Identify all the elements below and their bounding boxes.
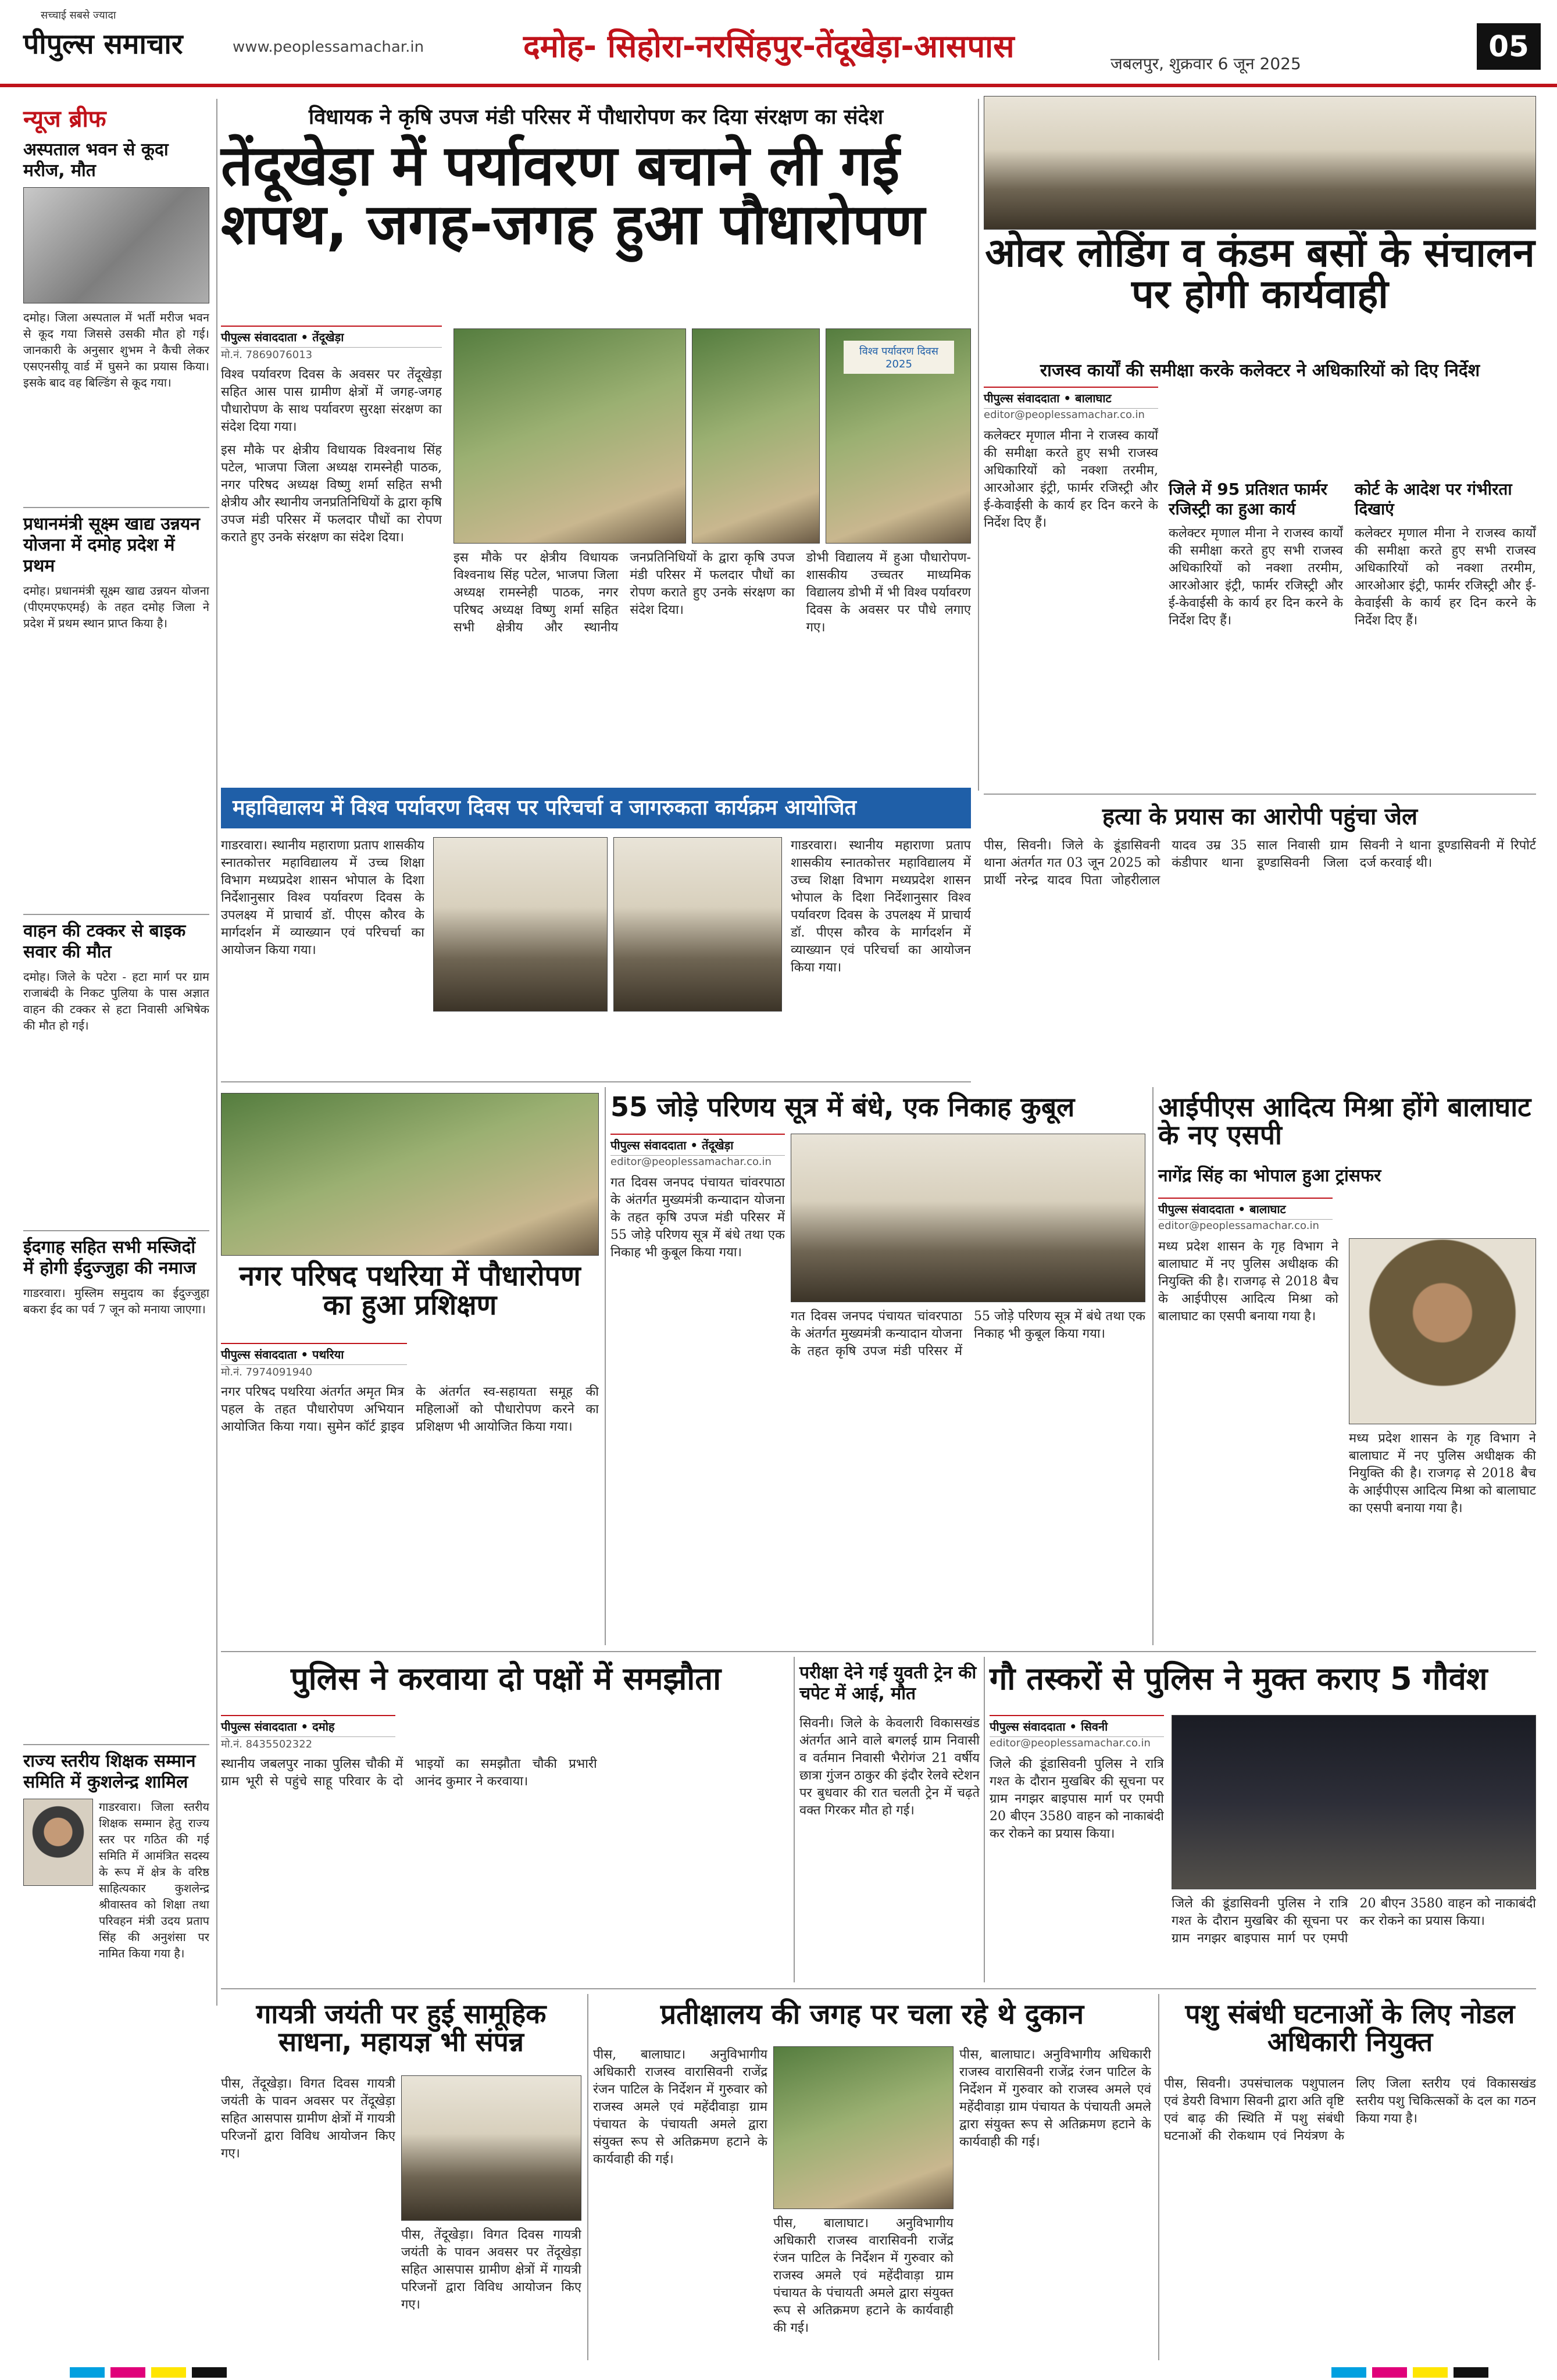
divider — [221, 1081, 971, 1082]
column-divider — [978, 99, 979, 791]
registration-mark-cyan — [70, 2367, 105, 2378]
cattle-text: जिले की डूंडासिवनी पुलिस ने रात्रि गश्त के दौरान मुखबिर की सूचना पर ग्राम नगझर बाइपास मार्ग पर एमपी 20 बीएन 3580 वाहन को नाकाबंदी कर रोकने का प्रयास किया। — [990, 1757, 1164, 1841]
lead-text-continued — [453, 549, 971, 770]
brief-text: दमोह। जिला अस्पताल में भर्ती मरीज भवन से कूद गया जिससे उसकी मौत हो गई। जानकारी के अनुसार शुभम ने कैची लेकर एसएनसीयू वार्ड में घुसने का प्रयास किया। इसके बाद वह बिल्डिंग से कूद गया। — [23, 310, 209, 389]
marriage-byline-block — [610, 1134, 785, 1168]
jail-text: पीस, सिवनी। जिले के डूंडासिवनी थाना अंतर्गत गत 03 जून 2025 को प्रार्थी नरेन्द्र यादव पिता जोहरीलाल यादव उम्र 35 साल निवासी ग्राम कंडीपार थाना डूण्डासिवनी जिला सिवनी ने थाना डूण्डासिवनी में रिपोर्ट दर्ज करवाई थी। — [984, 838, 1536, 888]
divider — [984, 794, 1536, 795]
lead-headline: तेंदूखेड़ा में पर्यावरण बचाने ली गई शपथ, जगह-जगह हुआ पौधारोपण — [221, 133, 925, 257]
pathariya-photo — [221, 1093, 599, 1256]
news-brief-label: न्यूज ब्रीफ — [23, 106, 106, 133]
registration-mark-cyan — [1331, 2367, 1366, 2378]
marriage-text: गत दिवस जनपद पंचायत चांवरपाठा के अंतर्गत मुख्यमंत्री कन्यादान योजना के तहत कृषि उपज मंडी परिसर में 55 जोड़े परिणय सूत्र में बंधे तथा एक निकाह भी कुबूल किया गया। — [791, 1309, 1145, 1359]
column-divider — [984, 1657, 985, 1982]
college-text: गाडरवारा। स्थानीय महाराणा प्रताप शासकीय स्नातकोत्तर महाविद्यालय में उच्च शिक्षा विभाग मध्यप्रदेश शासन भोपाल के दिशा निर्देशानुसार विश्व पर्यावरण दिवस के उपलक्ष्य में प्राचार्य डॉ. पीएस कौरव के मार्गदर्शन में व्याख्यान एवं परिचर्चा का आयोजन किया गया। — [791, 838, 971, 975]
sp-text: मध्य प्रदेश शासन के गृह विभाग ने बालाघाट में नए पुलिस अधीक्षक की नियुक्ति की है। राजगढ़ से 2018 बैच के आईपीएस आदित्य मिश्रा को बालाघाट का एसपी बनाया गया है। — [1158, 1239, 1338, 1324]
cattle-text: जिले की डूंडासिवनी पुलिस ने रात्रि गश्त के दौरान मुखबिर की सूचना पर ग्राम नगझर बाइपास मार्ग पर एमपी 20 बीएन 3580 वाहन को नाकाबंदी कर रोकने का प्रयास किया। — [1172, 1896, 1536, 1946]
collector-byline-block — [984, 387, 1158, 421]
police-headline: पुलिस ने करवाया दो पक्षों में समझौता — [290, 1660, 722, 1697]
lead-text — [221, 366, 442, 773]
lead-paragraph: इस मौके पर क्षेत्रीय विधायक विश्वनाथ सिंह पटेल, भाजपा जिला अध्यक्ष रामस्नेही पाठक, नगर परिषद अध्यक्ष विष्णु शर्मा सहित सभी क्षेत्रीय और स्थानीय जनप्रतिनिधियों के द्वारा कृषि उपज मंडी परिसर में फलदार पौधों का रोपण कराते हुए उनके संरक्षण का संदेश दिया। — [221, 443, 442, 545]
website-url[interactable]: www.peoplessamachar.in — [233, 38, 424, 56]
collector-text: कलेक्टर मृणाल मीना ने राजस्व कार्यों की समीक्षा करते हुए सभी राजस्व अधिकारियों को नक्शा तरमीम, आरओआर इंट्री, फार्मर रजिस्ट्री और ई-केवाईसी के कार्य हर दिन करने के निर्देश दिए हैं। — [1169, 526, 1343, 628]
cattle-byline-block — [990, 1715, 1164, 1749]
police-byline-block — [221, 1715, 395, 1751]
marriage-byline: पीपुल्स संवाददाता • तेंदूखेड़ा — [610, 1134, 785, 1156]
registration-mark-black — [1454, 2367, 1488, 2378]
cattle-email[interactable]: editor@peoplessamachar.co.in — [990, 1737, 1151, 1749]
lead-paragraph: विश्व पर्यावरण दिवस के अवसर पर तेंदूखेड़ा सहित आस पास ग्रामीण क्षेत्रों में जगह-जगह पौधारोपण के साथ पर्यावरण सुरक्षा संरक्षण का संदेश दिया गया। — [221, 367, 442, 434]
police-text: स्थानीय जबलपुर नाका पुलिस चौकी में ग्राम भूरी से पहुंचे साहू परिवार के दो भाइयों का समझौता चौकी प्रभारी आनंद कुमार ने करवाया। — [221, 1757, 597, 1789]
gayatri-photo — [401, 2075, 581, 2221]
page-number: 05 — [1477, 23, 1541, 70]
marriage-email[interactable]: editor@peoplessamachar.co.in — [610, 1156, 772, 1168]
pathariya-text: नगर परिषद पथरिया अंतर्गत अमृत मित्र पहल के तहत पौधारोपण अभियान आयोजित किया गया। सुमेन कॉर्ट ड्राइव के अंतर्गत स्व-सहायता समूह की महिलाओं को पौधारोपण करने का प्रशिक्षण भी आयोजित किया गया। — [221, 1385, 599, 1434]
train-text: सिवनी। जिले के केवलारी विकासखंड अंतर्गत आने वाले बगलई ग्राम निवासी व वर्तमान निवासी भैरोगंज 21 वर्षीय छात्रा गुंजन ठाकुर की इंदौर रेलवे स्टेशन पर बुधवार की रात चलती ट्रेन में चढ़ते वक्त गिरकर मौत हो गई। — [799, 1716, 980, 1818]
train-headline: परीक्षा देने गई युवती ट्रेन की चपेट में आई, मौत — [799, 1663, 977, 1704]
nodal-headline: पशु संबंधी घटनाओं के लिए नोडल अधिकारी नियुक्त — [1185, 1998, 1515, 2058]
collector-column-2 — [1169, 387, 1343, 788]
brief-headline: अस्पताल भवन से कूदा मरीज, मौत — [23, 140, 169, 181]
sp-headline: आईपीएस आदित्य मिश्रा होंगे बालाघाट के नए एसपी — [1158, 1091, 1531, 1151]
police-byline: पीपुल्स संवाददाता • दमोह — [221, 1715, 395, 1737]
brief-photo — [23, 187, 209, 303]
lead-photo — [826, 328, 971, 544]
pathariya-byline: पीपुल्स संवाददाता • पथरिया — [221, 1343, 407, 1365]
sp-byline-block — [1158, 1198, 1333, 1232]
shop-headline: प्रतीक्षालय की जगह पर चला रहे थे दुकान — [660, 1998, 1084, 2031]
registration-mark-magenta — [1372, 2367, 1407, 2378]
lead-photo — [453, 328, 686, 544]
divider — [23, 1230, 209, 1231]
gayatri-headline: गायत्री जयंती पर हुई सामूहिक साधना, महायज्ञ भी संपन्न — [256, 1998, 547, 2058]
divider — [221, 1651, 1536, 1652]
shop-photo — [773, 2046, 954, 2209]
sp-email[interactable]: editor@peoplessamachar.co.in — [1158, 1220, 1319, 1232]
divider — [23, 1744, 209, 1745]
lead-phone: मो.नं. 7869076013 — [221, 349, 313, 361]
college-photo — [613, 837, 782, 1012]
brief-headline: वाहन की टक्कर से बाइक सवार की मौत — [23, 921, 186, 962]
brief-headline: प्रधानमंत्री सूक्ष्म खाद्य उन्नयन योजना में दमोह प्रदेश में प्रथम — [23, 514, 200, 576]
sp-subhead: नागेंद्र सिंह का भोपाल हुआ ट्रांसफर — [1158, 1166, 1381, 1186]
sp-portrait — [1349, 1238, 1536, 1424]
cattle-headline: गौ तस्करों से पुलिस ने मुक्त कराए 5 गौवंश — [990, 1660, 1488, 1697]
collector-headline: ओवर लोडिंग व कंडम बसों के संचालन पर होगी कार्यवाही — [985, 230, 1535, 318]
news-brief-column — [23, 140, 209, 2054]
cattle-byline: पीपुल्स संवाददाता • सिवनी — [990, 1715, 1164, 1737]
lead-paragraph: डोभी विद्यालय में हुआ पौधारोपण- शासकीय उच्चतर माध्यमिक विद्यालय डोभी में भी विश्व पर्यावरण दिवस के अवसर पर पौधे लगाए गए। — [806, 551, 971, 635]
column-divider — [1152, 1087, 1154, 1645]
brief-text: गाडरवारा। जिला स्तरीय शिक्षक सम्मान हेतु राज्य स्तर पर गठित की गई समिति में आमंत्रित सदस्य के रूप में क्षेत्र के वरिष्ठ साहित्यकार कुशलेन्द्र श्रीवास्तव को शिक्षा तथा परिवहन मंत्री उदय प्रताप सिंह की अनुशंसा पर नामित किया गया है। — [99, 1800, 209, 1960]
brief-text: गाडरवारा। मुस्लिम समुदाय का ईदुज्जुहा बकरा ईद का पर्व 7 जून को मनाया जाएगा। — [23, 1286, 209, 1316]
pathariya-byline-block — [221, 1343, 407, 1379]
nodal-text: पीस, सिवनी। उपसंचालक पशुपालन एवं डेयरी विभाग सिवनी द्वारा अति वृष्टि एवं बाढ़ की स्थिति में पशु संबंधी घटनाओं की रोकथाम एवं नियंत्रण के लिए जिला स्तरीय एवं विकासखंड स्तरीय पशु चिकित्सकों के दल का गठन किया गया है। — [1164, 2077, 1536, 2143]
brief-headline: ईदगाह सहित सभी मस्जिदों में होगी ईदुज्जुहा की नमाज — [23, 1237, 197, 1278]
jail-headline: हत्या के प्रयास का आरोपी पहुंचा जेल — [1102, 803, 1418, 830]
collector-subhead-2: कोर्ट के आदेश पर गंभीरता दिखाएं — [1355, 480, 1512, 519]
sp-byline: पीपुल्स संवाददाता • बालाघाट — [1158, 1198, 1333, 1220]
collector-subhead-1: जिले में 95 प्रतिशत फार्मर रजिस्ट्री का हुआ कार्य — [1169, 480, 1327, 519]
brief-headline: राज्य स्तरीय शिक्षक सम्मान समिति में कुशलेन्द्र शामिल — [23, 1751, 196, 1792]
cattle-photo — [1172, 1715, 1536, 1889]
registration-mark-yellow — [151, 2367, 186, 2378]
photo-banner: विश्व पर्यावरण दिवस 2025 — [844, 341, 954, 374]
column-divider — [587, 1994, 588, 2360]
meeting-photo — [984, 96, 1536, 230]
shop-text: पीस, बालाघाट। अनुविभागीय अधिकारी राजस्व वारासिवनी राजेंद्र रंजन पाटिल के निर्देशन में गुरुवार को राजस्व अमले एवं महेंदीवाड़ा ग्राम पंचायत के पंचायती अमले द्वारा संयुक्त रूप से अतिक्रमण हटाने के कार्यवाही की गई। — [773, 2216, 954, 2335]
lead-photo — [692, 328, 820, 544]
gayatri-text: पीस, तेंदूखेड़ा। विगत दिवस गायत्री जयंती के पावन अवसर पर तेंदूखेड़ा सहित आसपास ग्रामीण क्षेत्रों में गायत्री परिजनों द्वारा विविध आयोजन किए गए। — [221, 2077, 395, 2161]
police-phone: मो.नं. 8435502322 — [221, 1738, 313, 1750]
brief-text: दमोह। प्रधानमंत्री सूक्ष्म खाद्य उन्नयन योजना (पीएमएफएमई) के तहत दमोह जिला ने प्रदेश में प्रथम स्थान प्राप्त किया है। — [23, 584, 209, 630]
college-text: गाडरवारा। स्थानीय महाराणा प्रताप शासकीय स्नातकोत्तर महाविद्यालय में उच्च शिक्षा विभाग मध्यप्रदेश शासन भोपाल के दिशा निर्देशानुसार विश्व पर्यावरण दिवस के उपलक्ष्य में प्राचार्य डॉ. पीएस कौरव के मार्गदर्शन में व्याख्यान एवं परिचर्चा का आयोजन किया गया। — [221, 838, 424, 957]
collector-byline: पीपुल्स संवाददाता • बालाघाट — [984, 387, 1158, 409]
collector-text: कलेक्टर मृणाल मीना ने राजस्व कार्यों की समीक्षा करते हुए सभी राजस्व अधिकारियों को नक्शा तरमीम, आरओआर इंट्री, फार्मर रजिस्ट्री और ई-केवाईसी के कार्य हर दिन करने के निर्देश दिए हैं। — [1355, 526, 1536, 628]
collector-subhead: राजस्व कार्यों की समीक्षा करके कलेक्टर ने अधिकारियों को दिए निर्देश — [1040, 360, 1480, 381]
lead-byline-block — [221, 326, 442, 362]
marriage-photo — [791, 1134, 1145, 1302]
college-headline: महाविद्यालय में विश्व पर्यावरण दिवस पर परिचर्चा व जागरुकता कार्यक्रम आयोजित — [221, 788, 971, 828]
sp-text: मध्य प्रदेश शासन के गृह विभाग ने बालाघाट में नए पुलिस अधीक्षक की नियुक्ति की है। राजगढ़ से 2018 बैच के आईपीएस आदित्य मिश्रा को बालाघाट का एसपी बनाया गया है। — [1349, 1431, 1536, 1516]
column-divider — [1158, 1994, 1159, 2360]
brief-text: दमोह। जिले के पटेरा - हटा मार्ग पर ग्राम राजाबंदी के निकट पुलिया के पास अज्ञात वाहन की टक्कर से हटा निवासी अभिषेक की मौत हो गई। — [23, 970, 209, 1032]
shop-text: पीस, बालाघाट। अनुविभागीय अधिकारी राजस्व वारासिवनी राजेंद्र रंजन पाटिल के निर्देशन में गुरुवार को राजस्व अमले एवं महेंदीवाड़ा ग्राम पंचायत के पंचायती अमले द्वारा संयुक्त रूप से अतिक्रमण हटाने के कार्यवाही की गई। — [959, 2047, 1151, 2149]
divider — [23, 507, 209, 508]
registration-mark-yellow — [1413, 2367, 1448, 2378]
lead-kicker: विधायक ने कृषि उपज मंडी परिसर में पौधारोपण कर दिया संरक्षण का संदेश — [308, 105, 884, 129]
lead-byline: पीपुल्स संवाददाता • तेंदूखेड़ा — [221, 326, 442, 348]
marriage-headline: 55 जोड़े परिणय सूत्र में बंधे, एक निकाह कुबूल — [610, 1091, 1075, 1123]
divider — [23, 914, 209, 915]
registration-mark-magenta — [110, 2367, 145, 2378]
newspaper-logo: पीपुल्स समाचार — [23, 28, 183, 60]
divider — [221, 1988, 1536, 1989]
edition-banner: दमोह- सिहोरा-नरसिंहपुर-तेंदूखेड़ा-आसपास — [523, 28, 1015, 65]
collector-email[interactable]: editor@peoplessamachar.co.in — [984, 409, 1145, 421]
column-divider — [605, 1087, 606, 1645]
column-divider — [794, 1657, 795, 1982]
logo-tagline: सच्चाई सबसे ज्यादा — [41, 9, 116, 22]
registration-mark-black — [192, 2367, 227, 2378]
column-divider — [216, 99, 217, 2006]
pathariya-phone: मो.नं. 7974091940 — [221, 1366, 313, 1378]
college-photo — [433, 837, 608, 1012]
dateline: जबलपुर, शुक्रवार 6 जून 2025 — [1110, 54, 1301, 73]
pathariya-headline: नगर परिषद पथरिया में पौधारोपण का हुआ प्रशिक्षण — [239, 1260, 581, 1322]
marriage-text: गत दिवस जनपद पंचायत चांवरपाठा के अंतर्गत मुख्यमंत्री कन्यादान योजना के तहत कृषि उपज मंडी परिसर में 55 जोड़े परिणय सूत्र में बंधे तथा एक निकाह भी कुबूल किया गया। — [610, 1175, 785, 1260]
author-portrait — [23, 1799, 93, 1886]
lead-paragraph: इस मौके पर क्षेत्रीय विधायक विश्वनाथ सिंह पटेल, भाजपा जिला अध्यक्ष रामस्नेही पाठक, नगर परिषद अध्यक्ष विष्णु शर्मा सहित सभी क्षेत्रीय और स्थानीय जनप्रतिनिधियों के द्वारा कृषि उपज मंडी परिसर में फलदार पौधों का रोपण कराते हुए उनके संरक्षण का संदेश दिया। — [453, 551, 795, 635]
gayatri-text: पीस, तेंदूखेड़ा। विगत दिवस गायत्री जयंती के पावन अवसर पर तेंदूखेड़ा सहित आसपास ग्रामीण क्षेत्रों में गायत्री परिजनों द्वारा विविध आयोजन किए गए। — [401, 2228, 581, 2312]
collector-text: कलेक्टर मृणाल मीना ने राजस्व कार्यों की समीक्षा करते हुए सभी राजस्व अधिकारियों को नक्शा तरमीम, आरओआर इंट्री, फार्मर रजिस्ट्री और ई-केवाईसी के कार्य हर दिन करने के निर्देश दिए हैं। — [984, 428, 1158, 530]
collector-column-3 — [1355, 387, 1536, 788]
shop-text: पीस, बालाघाट। अनुविभागीय अधिकारी राजस्व वारासिवनी राजेंद्र रंजन पाटिल के निर्देशन में गुरुवार को राजस्व अमले एवं महेंदीवाड़ा ग्राम पंचायत के पंचायती अमले द्वारा संयुक्त रूप से अतिक्रमण हटाने के कार्यवाही की गई। — [593, 2047, 767, 2167]
